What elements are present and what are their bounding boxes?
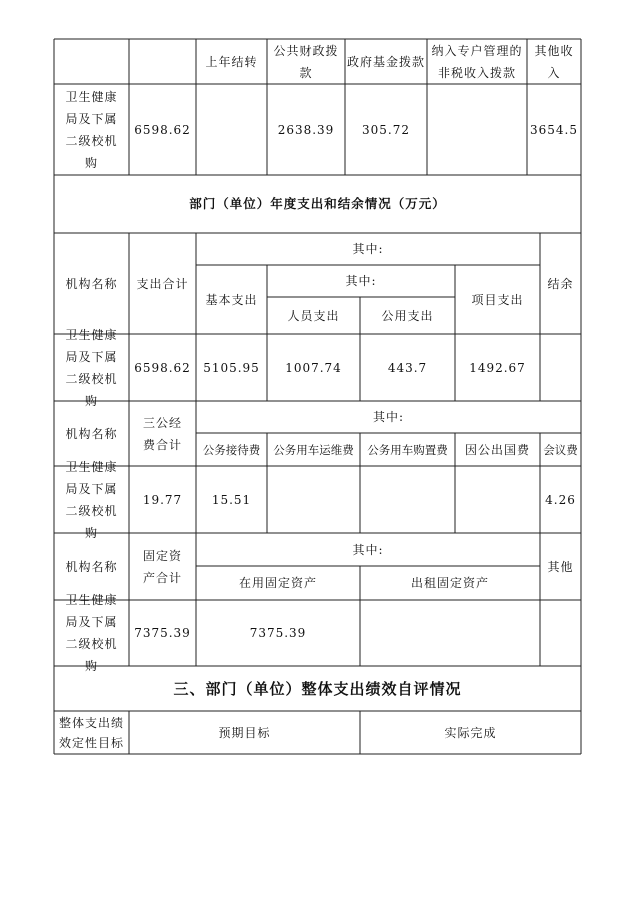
header-expense-total: 支出合计 — [136, 276, 189, 291]
row-org-name: 卫生健康局及下属二级校机购 — [65, 459, 118, 540]
header-meeting-fee: 会议费 — [543, 442, 578, 457]
row-total: 6598.62 — [134, 122, 191, 137]
row-public-finance: 2638.39 — [277, 122, 335, 137]
header-org-name: 机构名称 — [65, 426, 118, 441]
header-public-finance: 公共财政拨款 — [273, 43, 339, 80]
header-of-which: 其中: — [352, 242, 384, 256]
header-public-use-expense: 公用支出 — [381, 308, 434, 323]
expected-goal: 预期目标 — [218, 725, 271, 740]
header-rented-assets: 出租固定资产 — [410, 576, 489, 590]
header-project-expense: 项目支出 — [471, 292, 524, 307]
row-personnel-expense: 1007.74 — [285, 360, 342, 375]
header-prior-carryover: 上年结转 — [205, 54, 258, 69]
header-personnel-expense: 人员支出 — [287, 308, 340, 323]
row-project-expense: 1492.67 — [469, 360, 526, 375]
row-public-use-expense: 443.7 — [387, 360, 428, 375]
row-reception-fee: 15.51 — [211, 492, 252, 507]
row-org-name: 卫生健康局及下属二级校机购 — [65, 593, 118, 673]
row-expense-total: 6598.62 — [134, 360, 191, 375]
row-three-public-total: 19.77 — [142, 492, 183, 507]
row-other-income: 3654.5 — [530, 122, 578, 137]
header-fixed-asset-total: 固定资产合计 — [142, 548, 182, 585]
header-other-income: 其他收入 — [534, 43, 574, 80]
header-of-which: 其中: — [372, 410, 405, 424]
header-of-which-basic: 其中: — [345, 274, 377, 288]
header-basic-expense: 基本支出 — [205, 292, 258, 307]
header-reception-fee: 公务接待费 — [202, 442, 261, 457]
header-vehicle-purchase-fee: 公务用车购置费 — [367, 442, 448, 457]
header-non-tax: 纳入专户管理的非税收入拨款 — [431, 43, 523, 80]
header-travel-abroad-fee: 因公出国费 — [464, 442, 530, 457]
header-other: 其他 — [547, 559, 574, 574]
row-org-name: 卫生健康局及下属二级校机购 — [65, 89, 118, 170]
header-of-which: 其中: — [352, 542, 384, 557]
section-title-performance: 三、部门（单位）整体支出绩效自评情况 — [173, 679, 462, 698]
header-balance: 结余 — [547, 276, 574, 291]
header-org-name: 机构名称 — [65, 276, 118, 291]
row-basic-expense: 5105.95 — [203, 360, 260, 375]
section-title-expenditure: 部门（单位）年度支出和结余情况（万元） — [189, 196, 446, 211]
row-org-name: 卫生健康局及下属二级校机购 — [65, 327, 118, 408]
row-fixed-asset-total: 7375.39 — [134, 626, 191, 640]
header-in-use-assets: 在用固定资产 — [238, 576, 317, 590]
row-meeting-fee: 4.26 — [545, 492, 576, 507]
header-vehicle-ops-fee: 公务用车运维费 — [273, 442, 354, 457]
row-in-use-assets: 7375.39 — [249, 626, 307, 640]
actual-completion: 实际完成 — [444, 725, 497, 740]
row-gov-fund: 305.72 — [362, 122, 410, 137]
header-gov-fund: 政府基金拨款 — [347, 54, 426, 69]
header-org-name: 机构名称 — [65, 559, 118, 574]
header-three-public-total: 三公经费合计 — [142, 415, 182, 452]
row-label-performance-goal: 整体支出绩效定性目标 — [59, 715, 125, 750]
